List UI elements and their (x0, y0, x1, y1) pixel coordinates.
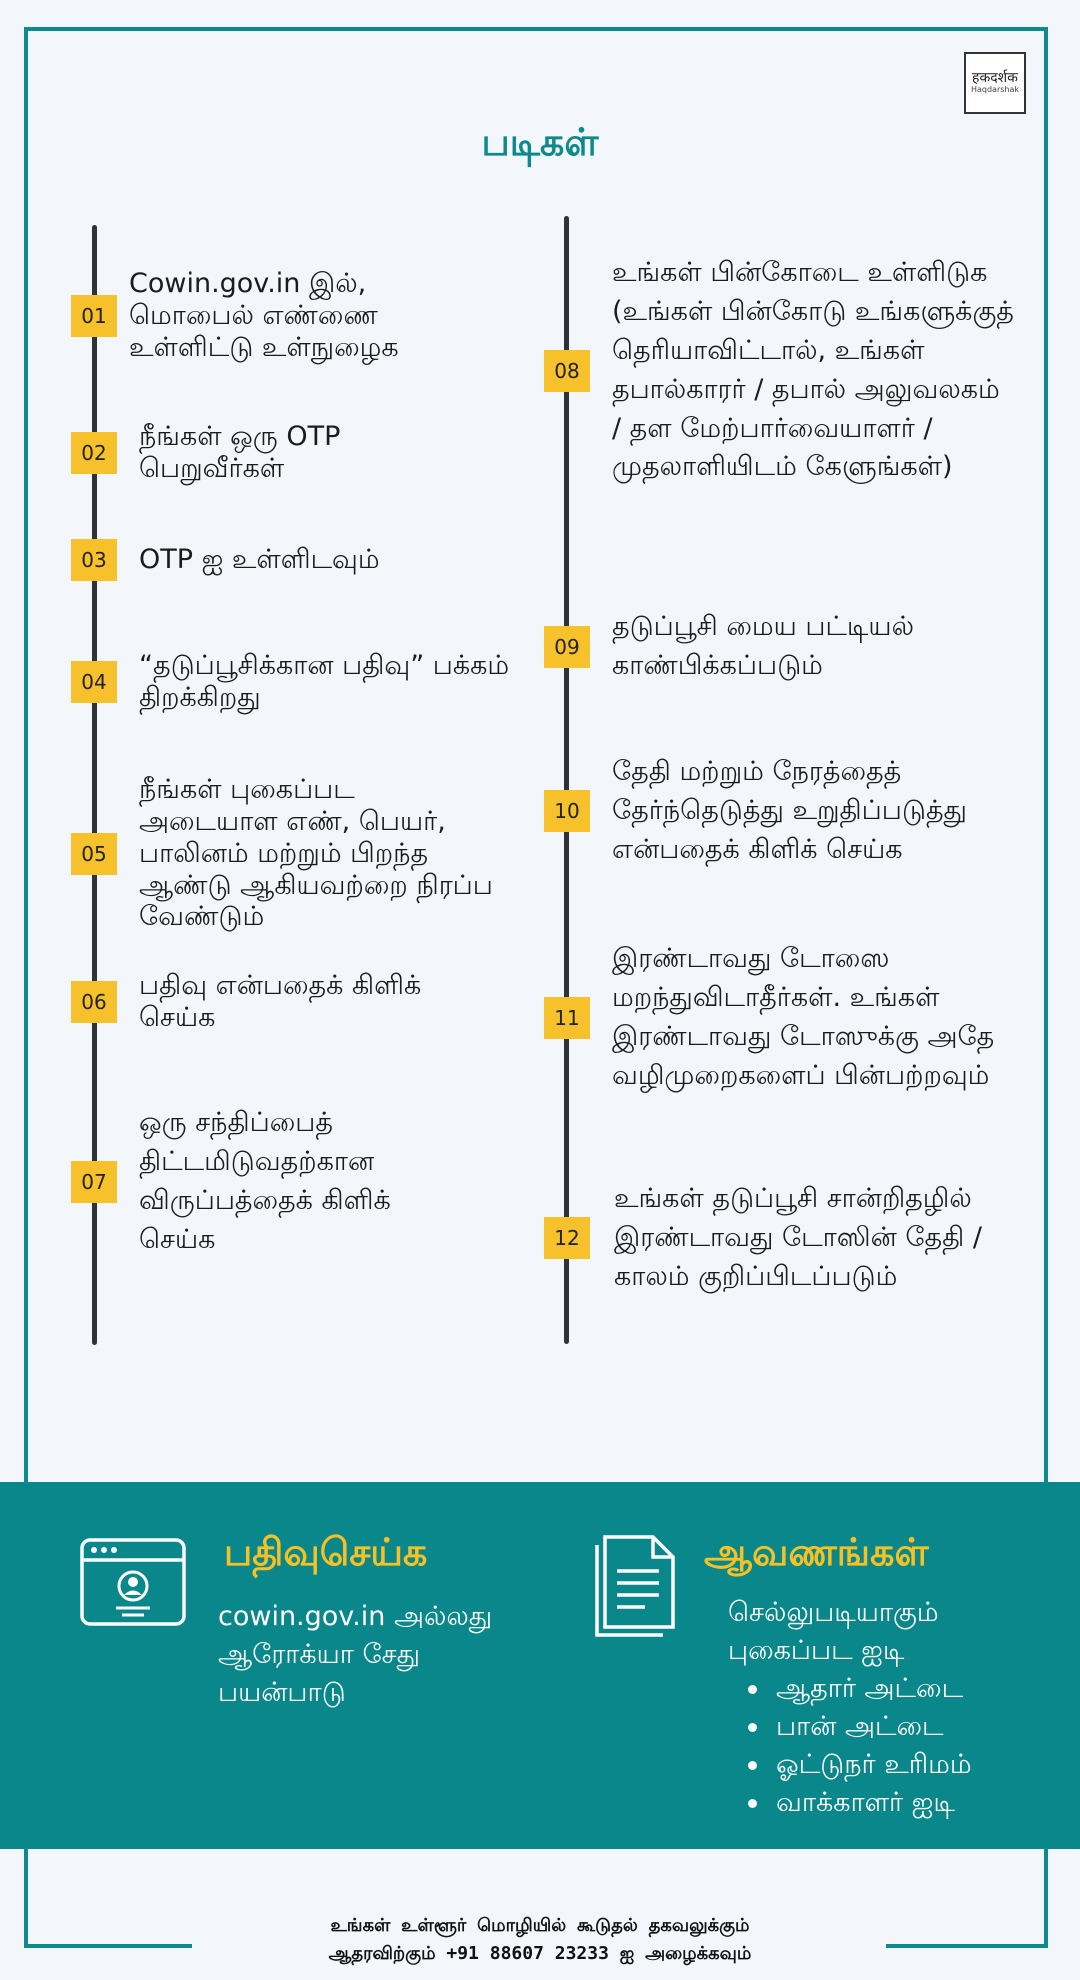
step-text: பதிவு என்பதைக் கிளிக் செய்க (139, 970, 422, 1033)
step-number-badge: 06 (71, 981, 117, 1023)
step-07 (71, 1104, 461, 1260)
step-number-badge: 11 (544, 997, 590, 1039)
frame-top-border (24, 27, 1048, 31)
step-text: தேதி மற்றும் நேரத்தைத் தேர்ந்தெடுத்து உறுதிப்படுத்து என்பதைக் கிளிக் செய்க (612, 756, 967, 865)
step-number-badge: 12 (544, 1217, 590, 1259)
document-icon (593, 1535, 677, 1639)
step-04 (71, 650, 511, 714)
frame-left-border (24, 27, 28, 1484)
register-text: cowin.gov.in அல்லது ஆரோக்யா சேது பயன்பாடு (218, 1601, 493, 1708)
page-title: படிகள் (481, 120, 599, 164)
step-03 (71, 539, 511, 581)
step-text: உங்கள் பின்கோடை உள்ளிடுக (உங்கள் பின்கோடு உங்களுக்குத் தெரியாவிட்டால், உங்கள் தபால்காரர் / தபால் அலுவலகம் / தள மேற்பார்வையாளர் / முதலாளியிடம் கேளுங்கள்) (612, 257, 1014, 483)
list-item: பான் அட்டை (740, 1708, 972, 1746)
step-text: இரண்டாவது டோஸை மறந்துவிடாதீர்கள். உங்கள் இரண்டாவது டோஸுக்கு அதே வழிமுறைகளைப் பின்பற்றவும் (612, 943, 995, 1091)
documents-intro: செல்லுபடியாகும் புகைப்பட ஐடி (728, 1597, 939, 1666)
logo-text-english: Haqdarshak (970, 85, 1020, 95)
step-12 (544, 1180, 1014, 1297)
step-number-badge: 04 (71, 661, 117, 703)
footer-line-1: உங்கள் உள்ளூர் மொழியில் கூடுதல் தகவலுக்கும் (330, 1915, 750, 1936)
list-item: வாக்காளர் ஐடி (740, 1784, 972, 1822)
step-05 (71, 774, 501, 933)
step-text: நீங்கள் ஒரு OTP பெறுவீர்கள் (139, 421, 341, 484)
footer-line-2: ஆதரவிற்கும் +91 88607 23233 ஐ அழைக்கவும் (328, 1943, 752, 1964)
step-number-badge: 10 (544, 790, 590, 832)
step-02 (71, 421, 421, 485)
step-number-badge: 08 (544, 350, 590, 392)
register-heading: பதிவுசெய்க (224, 1530, 428, 1574)
documents-heading: ஆவணங்கள் (704, 1530, 929, 1574)
frame-right-border (1044, 27, 1048, 1484)
footer-help-text (0, 1912, 1080, 1968)
step-text: நீங்கள் புகைப்பட அடையாள எண், பெயர், பாலினம் மற்றும் பிறந்த ஆண்டு ஆகியவற்றை நிரப்ப வேண்டும் (139, 774, 493, 933)
step-09 (544, 608, 1014, 686)
browser-user-icon (80, 1538, 186, 1626)
documents-list (740, 1670, 972, 1822)
step-number-badge: 01 (71, 295, 117, 337)
step-08 (544, 254, 1014, 487)
list-item: ஆதார் அட்டை (740, 1670, 972, 1708)
list-item: ஓட்டுநர் உரிமம் (740, 1746, 972, 1784)
step-text: “தடுப்பூசிக்கான பதிவு” பக்கம் திறக்கிறது (139, 650, 510, 713)
step-text: OTP ஐ உள்ளிடவும் (139, 544, 380, 576)
step-text: Cowin.gov.in இல், மொபைல் எண்ணை உள்ளிட்டு உள்நுழைக (129, 268, 399, 363)
step-number-badge: 09 (544, 626, 590, 668)
step-06 (71, 970, 501, 1034)
step-text: ஒரு சந்திப்பைத் திட்டமிடுவதற்கான விருப்பத்தைக் கிளிக் செய்க (139, 1107, 391, 1255)
step-01 (71, 268, 491, 364)
step-number-badge: 07 (71, 1161, 117, 1203)
step-number-badge: 05 (71, 833, 117, 875)
step-text: தடுப்பூசி மைய பட்டியல் காண்பிக்கப்படும் (612, 611, 914, 681)
step-number-badge: 03 (71, 539, 117, 581)
step-text: உங்கள் தடுப்பூசி சான்றிதழில் இரண்டாவது டோஸின் தேதி / காலம் குறிப்பிடப்படும் (614, 1183, 982, 1292)
step-11 (544, 940, 1014, 1096)
step-10 (544, 753, 1014, 870)
step-number-badge: 02 (71, 432, 117, 474)
haqdarshak-logo (964, 52, 1026, 114)
logo-text-hindi: हकदर्शक (972, 69, 1018, 86)
